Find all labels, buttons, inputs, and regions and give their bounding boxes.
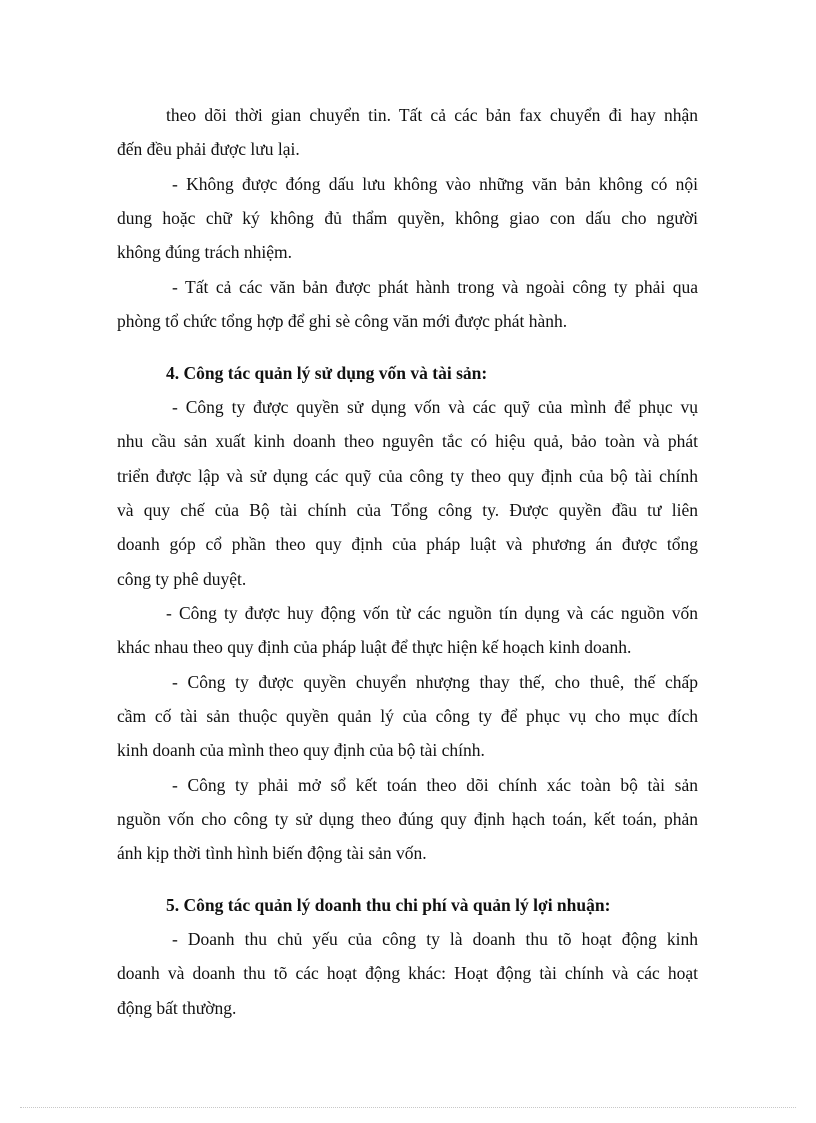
bullet-line: - Công ty phải mở sổ kết toán theo dõi chính xác toàn bộ tài sản bbox=[172, 775, 698, 795]
bullet-line: - Công ty được quyền chuyển nhượng thay thế, cho thuê, thế chấp bbox=[172, 672, 698, 692]
bullet-line: - Công ty được quyền sử dụng vốn và các quỹ của mình để phục vụ bbox=[172, 397, 698, 417]
body-line: công ty phê duyệt. bbox=[117, 569, 247, 589]
section-heading-4: 4. Công tác quản lý sử dụng vốn và tài sản: bbox=[166, 363, 488, 383]
body-line: không đúng trách nhiệm. bbox=[117, 242, 292, 262]
body-line: và quy chế của Bộ tài chính của Tổng công ty. Được quyền đầu tư liên bbox=[117, 500, 698, 520]
body-line: đến đều phải được lưu lại. bbox=[117, 139, 300, 159]
body-line: khác nhau theo quy định của pháp luật để thực hiện kế hoạch kinh doanh. bbox=[117, 637, 632, 657]
body-line: dung hoặc chữ ký không đủ thẩm quyền, không giao con dấu cho người bbox=[117, 208, 698, 228]
bullet-line: - Công ty được huy động vốn từ các nguồn tín dụng và các nguồn vốn bbox=[166, 603, 698, 623]
body-line: động bất thường. bbox=[117, 998, 237, 1018]
bullet-line: - Tất cả các văn bản được phát hành trong và ngoài công ty phải qua bbox=[172, 277, 698, 297]
body-line: kinh doanh của mình theo quy định của bộ tài chính. bbox=[117, 740, 485, 760]
page-bottom-rule bbox=[20, 1107, 796, 1108]
body-line: triển được lập và sử dụng các quỹ của công ty theo quy định của bộ tài chính bbox=[117, 466, 698, 486]
bullet-line: - Không được đóng dấu lưu không vào những văn bản không có nội bbox=[172, 174, 698, 194]
section-heading-5: 5. Công tác quản lý doanh thu chi phí và quản lý lợi nhuận: bbox=[166, 895, 611, 915]
body-line: nguồn vốn cho công ty sử dụng theo đúng quy định hạch toán, kết toán, phản bbox=[117, 809, 698, 829]
body-line: theo dõi thời gian chuyển tin. Tất cả các bản fax chuyển đi hay nhận bbox=[166, 105, 698, 125]
body-line: nhu cầu sản xuất kinh doanh theo nguyên tắc có hiệu quả, bảo toàn và phát bbox=[117, 431, 698, 451]
body-line: cầm cố tài sản thuộc quyền quản lý của công ty để phục vụ cho mục đích bbox=[117, 706, 698, 726]
body-line: ánh kịp thời tình hình biến động tài sản vốn. bbox=[117, 843, 427, 863]
body-line: phòng tổ chức tổng hợp để ghi sè công văn mới được phát hành. bbox=[117, 311, 568, 331]
body-line: doanh và doanh thu tõ các hoạt động khác: Hoạt động tài chính và các hoạt bbox=[117, 963, 698, 983]
bullet-line: - Doanh thu chủ yếu của công ty là doanh thu tõ hoạt động kinh bbox=[172, 929, 698, 949]
body-line: doanh góp cổ phần theo quy định của pháp luật và phương án được tổng bbox=[117, 534, 698, 554]
